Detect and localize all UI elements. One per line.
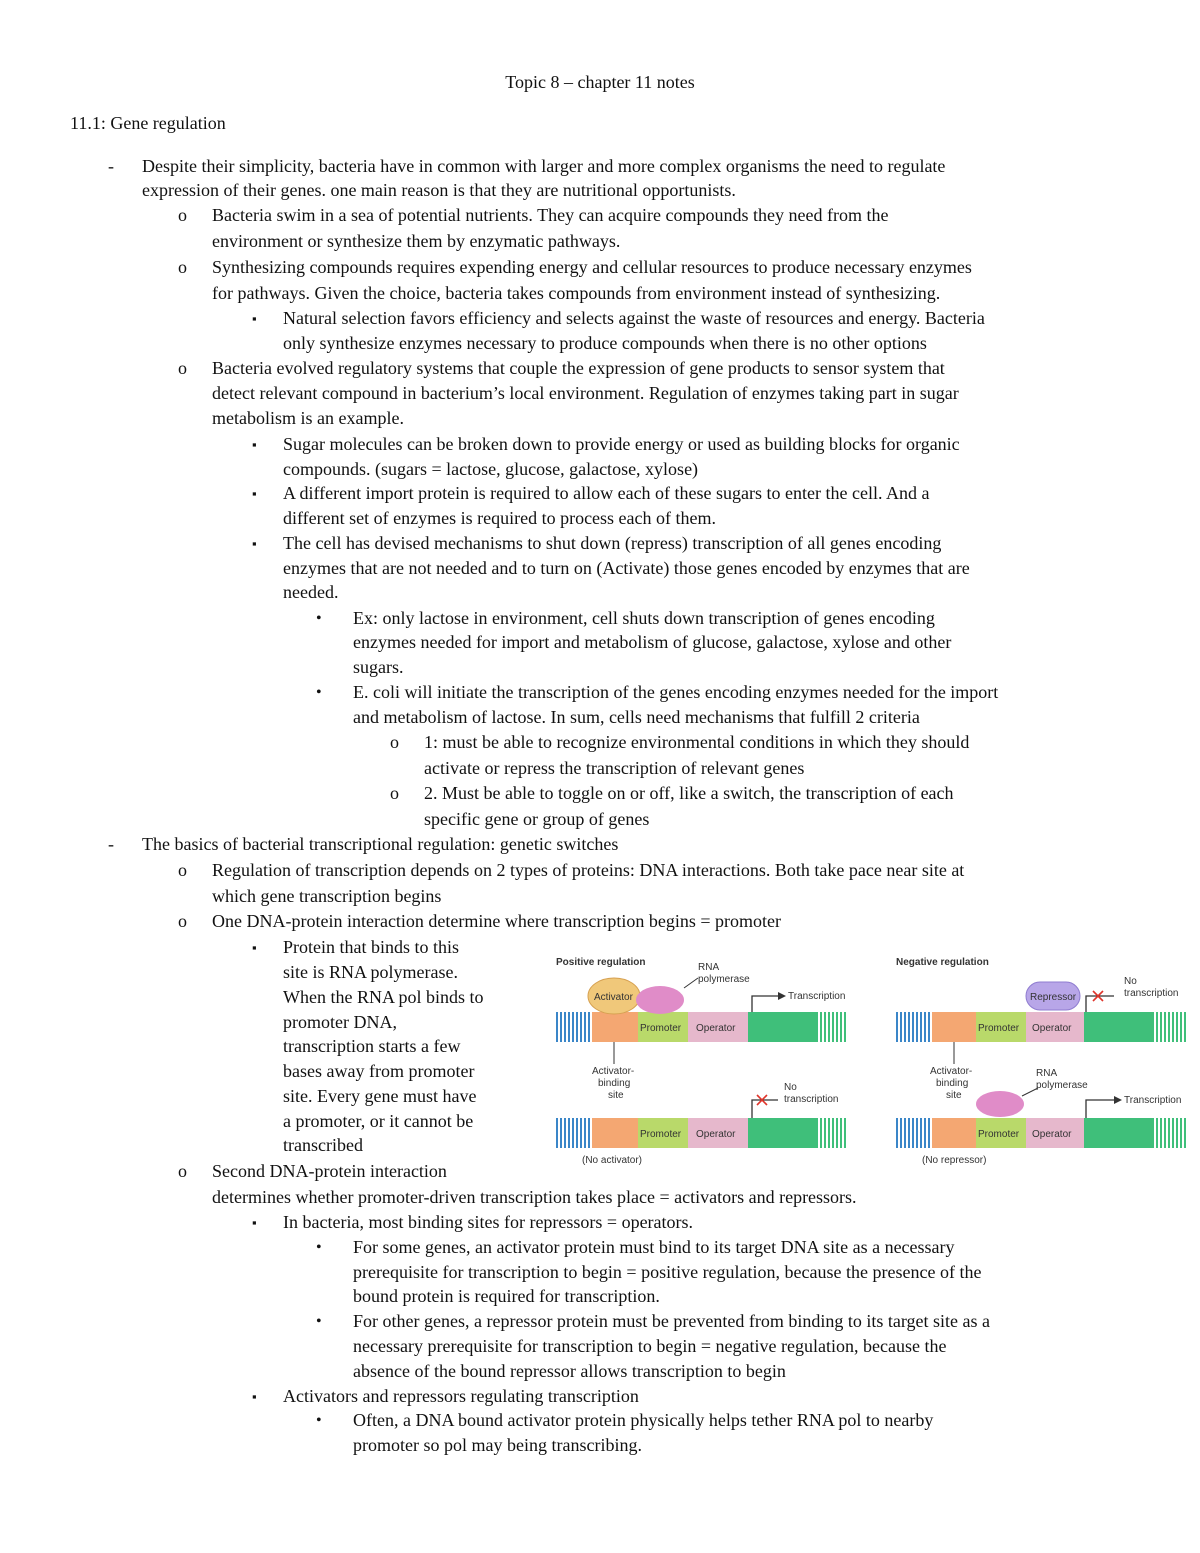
- no-label: No: [784, 1082, 797, 1093]
- negative-regulation-title: Negative regulation: [896, 957, 989, 968]
- activator-label: Activator: [594, 992, 633, 1003]
- text-line: enzymes that are not needed and to turn on (Activate) those genes encoded by enzymes that are: [283, 558, 970, 578]
- text-line: transcribed: [283, 1135, 363, 1155]
- text-line: environment or synthesize them by enzymatic pathways.: [212, 231, 621, 251]
- bullet-marker: •: [316, 1313, 322, 1330]
- text-line: Activators and repressors regulating transcription: [283, 1386, 639, 1406]
- text-line: promoter DNA,: [283, 1012, 397, 1032]
- text-line: Often, a DNA bound activator protein physically helps tether RNA pol to nearby: [353, 1410, 934, 1430]
- square-marker: ▪: [252, 536, 257, 551]
- text-line: Sugar molecules can be broken down to provide energy or used as building blocks for organic: [283, 434, 960, 454]
- text-line: activate or repress the transcription of relevant genes: [424, 758, 805, 778]
- operator-label: Operator: [696, 1023, 736, 1034]
- bullet-marker: •: [316, 684, 322, 701]
- activator-site-label: site: [608, 1090, 624, 1101]
- activator-site-label: binding: [598, 1078, 631, 1089]
- text-line: One DNA-protein interaction determine where transcription begins = promoter: [212, 911, 781, 931]
- square-marker: ▪: [252, 1389, 257, 1404]
- text-line: The cell has devised mechanisms to shut down (repress) transcription of all genes encoding: [283, 533, 942, 553]
- rna-polymerase: [636, 986, 684, 1014]
- transcription-label: Transcription: [1124, 1095, 1182, 1106]
- text-line: Protein that binds to this: [283, 937, 460, 957]
- circle-marker: o: [178, 860, 187, 880]
- text-line: bases away from promoter: [283, 1061, 475, 1081]
- text-line: site is RNA polymerase.: [283, 962, 458, 982]
- bullet-marker: •: [316, 1239, 322, 1256]
- rna-label: RNA: [1036, 1068, 1058, 1079]
- text-line: For some genes, an activator protein must bind to its target DNA site as a necessary: [353, 1237, 955, 1257]
- no-activator-label: (No activator): [582, 1155, 643, 1166]
- no-repressor-label: (No repressor): [922, 1155, 987, 1166]
- dash-marker: -: [108, 156, 114, 176]
- text-line: needed.: [283, 582, 339, 602]
- activator-site-label: Activator-: [592, 1066, 635, 1077]
- dash-marker: -: [108, 834, 114, 854]
- rna-polymerase: [976, 1091, 1024, 1117]
- text-line: different set of enzymes is required to process each of them.: [283, 508, 717, 528]
- transcription-arrow: [752, 996, 778, 1012]
- text-line: which gene transcription begins: [212, 886, 442, 906]
- text-line: 2. Must be able to toggle on or off, like a switch, the transcription of each: [424, 783, 954, 803]
- operator-label: Operator: [1032, 1023, 1072, 1034]
- text-line: specific gene or group of genes: [424, 809, 650, 829]
- square-marker: ▪: [252, 311, 257, 326]
- text-line: When the RNA pol binds to: [283, 987, 484, 1007]
- activator-site-label: Activator-: [930, 1066, 973, 1077]
- square-marker: ▪: [252, 486, 257, 501]
- text-line: metabolism is an example.: [212, 408, 404, 428]
- polymerase-label: polymerase: [698, 974, 750, 985]
- text-line: Regulation of transcription depends on 2 types of proteins: DNA interactions. Both take pace near site at: [212, 860, 965, 880]
- activator-site-label: site: [946, 1090, 962, 1101]
- text-line: promoter so pol may being transcribing.: [353, 1435, 642, 1455]
- text-line: Natural selection favors efficiency and selects against the waste of resources and energy. Bacteria: [283, 308, 985, 328]
- text-line: Bacteria swim in a sea of potential nutrients. They can acquire compounds they need from the: [212, 205, 889, 225]
- square-marker: ▪: [252, 1215, 257, 1230]
- text-line: Second DNA-protein interaction: [212, 1161, 447, 1181]
- promoter-label: Promoter: [640, 1129, 682, 1140]
- rna-label: RNA: [698, 962, 720, 973]
- text-line: sugars.: [353, 657, 404, 677]
- text-line: Ex: only lactose in environment, cell shuts down transcription of genes encoding: [353, 608, 935, 628]
- circle-marker: o: [178, 358, 187, 378]
- text-line: Synthesizing compounds requires expending energy and cellular resources to produce necessary enzymes: [212, 257, 972, 277]
- positive-regulation-title: Positive regulation: [556, 957, 646, 968]
- polymerase-label: polymerase: [1036, 1080, 1088, 1091]
- bullet-marker: •: [316, 610, 322, 627]
- text-line: Despite their simplicity, bacteria have in common with larger and more complex organisms the need to regulate: [142, 156, 946, 176]
- transcription-arrow: [1086, 1100, 1114, 1118]
- gene-regulation-figure: [552, 950, 1192, 1170]
- text-line: In bacteria, most binding sites for repressors = operators.: [283, 1212, 694, 1232]
- promoter-label: Promoter: [978, 1023, 1020, 1034]
- text-line: Bacteria evolved regulatory systems that couple the expression of gene products to sensor system that: [212, 358, 945, 378]
- circle-marker: o: [390, 732, 399, 752]
- text-line: compounds. (sugars = lactose, glucose, galactose, xylose): [283, 459, 699, 479]
- text-line: E. coli will initiate the transcription of the genes encoding enzymes needed for the import: [353, 682, 999, 702]
- text-line: bound protein is required for transcription.: [353, 1286, 660, 1306]
- no-transcription-label: transcription: [1124, 988, 1179, 999]
- circle-marker: o: [178, 911, 187, 931]
- square-marker: ▪: [252, 437, 257, 452]
- text-line: a promoter, or it cannot be: [283, 1111, 474, 1131]
- circle-marker: o: [390, 783, 399, 803]
- text-line: prerequisite for transcription to begin = positive regulation, because the presence of the: [353, 1262, 982, 1282]
- bullet-marker: •: [316, 1412, 322, 1429]
- activator-site-label: binding: [936, 1078, 969, 1089]
- no-transcription-label: transcription: [784, 1094, 839, 1105]
- text-line: necessary prerequisite for transcription to begin = negative regulation, because the: [353, 1336, 947, 1356]
- text-line: 1: must be able to recognize environmental conditions in which they should: [424, 732, 970, 752]
- text-line: absence of the bound repressor allows transcription to begin: [353, 1361, 786, 1381]
- text-line: only synthesize enzymes necessary to produce compounds when there is no other options: [283, 333, 927, 353]
- text-line: for pathways. Given the choice, bacteria takes compounds from environment instead of synthesizing.: [212, 283, 941, 303]
- text-line: enzymes needed for import and metabolism of glucose, galactose, xylose and other: [353, 632, 952, 652]
- text-line: site. Every gene must have: [283, 1086, 477, 1106]
- text-line: detect relevant compound in bacterium’s local environment. Regulation of enzymes taking part in sugar: [212, 383, 959, 403]
- text-line: A different import protein is required to allow each of these sugars to enter the cell. And a: [283, 483, 930, 503]
- text-line: determines whether promoter-driven transcription takes place = activators and repressors.: [212, 1187, 857, 1207]
- section-heading: 11.1: Gene regulation: [70, 113, 226, 133]
- transcription-label: Transcription: [788, 991, 846, 1002]
- operator-label: Operator: [1032, 1129, 1072, 1140]
- circle-marker: o: [178, 1161, 187, 1181]
- square-marker: ▪: [252, 940, 257, 955]
- promoter-label: Promoter: [978, 1129, 1020, 1140]
- text-line: transcription starts a few: [283, 1036, 461, 1056]
- circle-marker: o: [178, 257, 187, 277]
- promoter-label: Promoter: [640, 1023, 682, 1034]
- repressor-label: Repressor: [1030, 992, 1077, 1003]
- page-title: Topic 8 – chapter 11 notes: [505, 72, 695, 92]
- text-line: The basics of bacterial transcriptional regulation: genetic switches: [142, 834, 619, 854]
- no-label: No: [1124, 976, 1137, 987]
- text-line: For other genes, a repressor protein must be prevented from binding to its target site as a: [353, 1311, 991, 1331]
- circle-marker: o: [178, 205, 187, 225]
- text-line: expression of their genes. one main reason is that they are nutritional opportunists.: [142, 180, 736, 200]
- text-line: and metabolism of lactose. In sum, cells need mechanisms that fulfill 2 criteria: [353, 707, 920, 727]
- operator-label: Operator: [696, 1129, 736, 1140]
